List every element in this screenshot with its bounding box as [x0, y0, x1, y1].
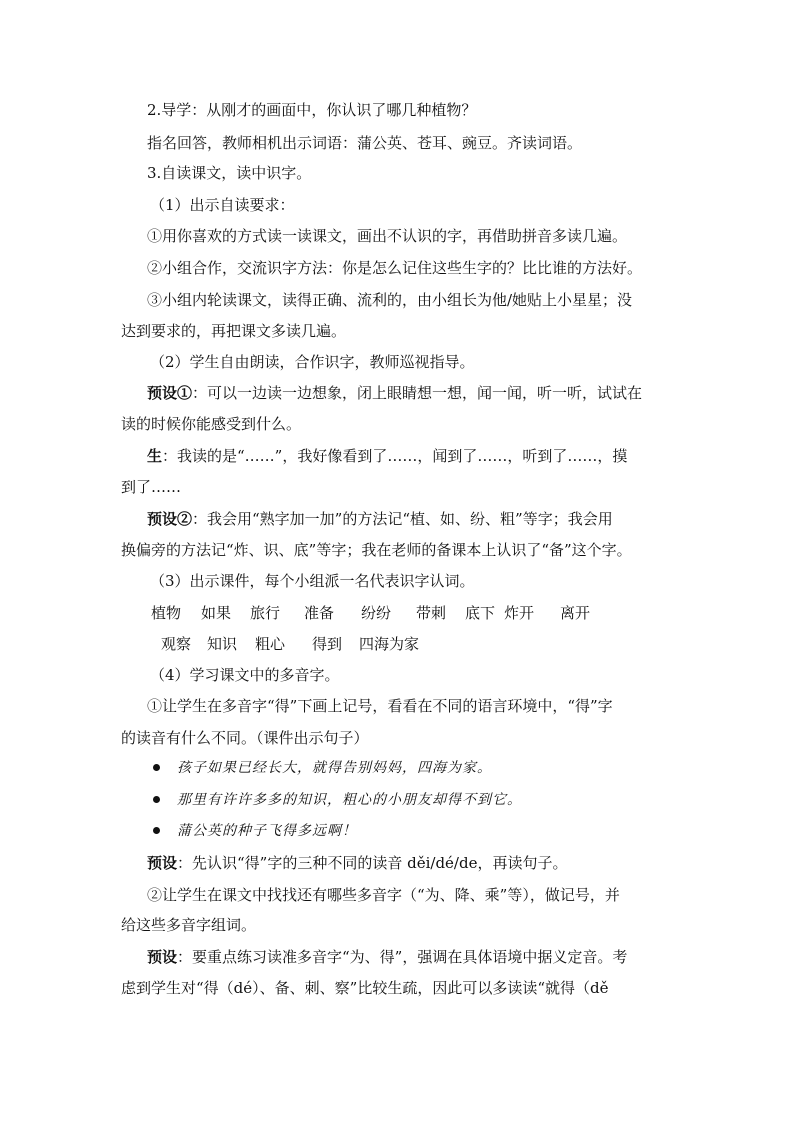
- preset-label: 预设: [147, 948, 178, 966]
- preset-text: ：可以一边读一边想象，闭上眼睛想一想，闻一闻，听一听，试试在: [192, 384, 643, 402]
- word: 得到: [312, 635, 343, 653]
- preset-text: ：先认识“得”字的三种不同的读音 děi/dé/de，再读句子。: [177, 854, 568, 872]
- word: 准备: [304, 604, 335, 622]
- preset-text: ：要重点练习读准多音字“为、得”，强调在具体语境中据义定音。考: [177, 948, 628, 966]
- preset-1: [147, 383, 642, 403]
- student-label: 生: [147, 447, 163, 465]
- word: 四海为家: [359, 635, 420, 653]
- bullet-icon: [153, 827, 160, 834]
- example-sentence: 孩子如果已经长大，就得告别妈妈，四海为家。: [177, 760, 492, 776]
- word: 旅行: [250, 604, 281, 622]
- preset-text: ：我会用“熟字加一加”的方法记“植、如、纷、粗”等字；我会用: [192, 510, 613, 528]
- example-sentence: 那里有许许多多的知识，粗心的小朋友却得不到它。: [177, 792, 522, 808]
- step-2-heading: 2.导学：从刚才的画面中，你认识了哪几种植物？: [147, 101, 477, 119]
- requirement-2: ②小组合作，交流识字方法：你是怎么记住这些生字的？比比谁的方法好。: [147, 259, 643, 277]
- sub-heading-4: （4）学习课文中的多音字。: [150, 666, 340, 684]
- word: 植物: [151, 604, 182, 622]
- preset-3: [147, 853, 567, 873]
- preset-4-cont: 虑到学生对“得（dé）、备、刺、察”比较生疏，因此可以多读读“就得（dě: [121, 979, 609, 997]
- sub-heading-2: （2）学生自由朗读，合作识字，教师巡视指导。: [150, 353, 475, 371]
- word: 纷纷: [361, 604, 392, 622]
- student-text: ：我读的是“……”，我好像看到了……，闻到了……，听到了……，摸: [162, 447, 628, 465]
- polyphone-task-1-cont: 的读音有什么不同。（课件出示句子）: [121, 729, 369, 747]
- bullet-icon: [153, 764, 160, 771]
- word: 底下: [465, 604, 496, 622]
- step-3-heading: 3.自读课文，读中识字。: [147, 164, 312, 182]
- word: 如果: [201, 604, 232, 622]
- requirement-3-cont: 达到要求的，再把课文多读几遍。: [121, 322, 347, 340]
- preset-2: [147, 509, 613, 529]
- word: 粗心: [255, 635, 286, 653]
- preset-label: 预设: [147, 854, 178, 872]
- word: 知识: [207, 635, 238, 653]
- word: 带刺: [416, 604, 447, 622]
- student-answer-cont: 到了……: [121, 478, 182, 496]
- preset-label: 预设②: [147, 510, 193, 528]
- sub-heading-3: （3）出示课件，每个小组派一名代表识字认词。: [150, 572, 475, 590]
- example-sentence: 蒲公英的种子飞得多远啊！: [177, 823, 357, 839]
- word: 观察: [161, 635, 192, 653]
- paragraph: 指名回答，教师相机出示词语：蒲公英、苍耳、豌豆。齐读词语。: [147, 134, 583, 152]
- bullet-icon: [153, 796, 160, 803]
- word: 炸开: [504, 604, 535, 622]
- polyphone-task-2: ②让学生在课文中找找还有哪些多音字（“为、降、乘”等），做记号，并: [147, 886, 620, 904]
- preset-label: 预设①: [147, 384, 193, 402]
- requirement-1: ①用你喜欢的方式读一读课文，画出不认识的字，再借助拼音多读几遍。: [147, 227, 628, 245]
- sub-heading-1: （1）出示自读要求：: [150, 196, 295, 214]
- word: 离开: [560, 604, 591, 622]
- polyphone-task-2-cont: 给这些多音字组词。: [121, 916, 257, 934]
- polyphone-task-1: ①让学生在多音字“得”下画上记号，看看在不同的语言环境中，“得”字: [147, 697, 613, 715]
- preset-4: [147, 947, 627, 967]
- student-answer: [147, 446, 627, 466]
- requirement-3: ③小组内轮读课文，读得正确、流利的，由小组长为他/她贴上小星星；没: [147, 291, 633, 309]
- preset-2-cont: 换偏旁的方法记“炸、识、底”等字；我在老师的备课本上认识了“备”这个字。: [121, 541, 632, 559]
- preset-1-cont: 读的时候你能感受到什么。: [121, 415, 302, 433]
